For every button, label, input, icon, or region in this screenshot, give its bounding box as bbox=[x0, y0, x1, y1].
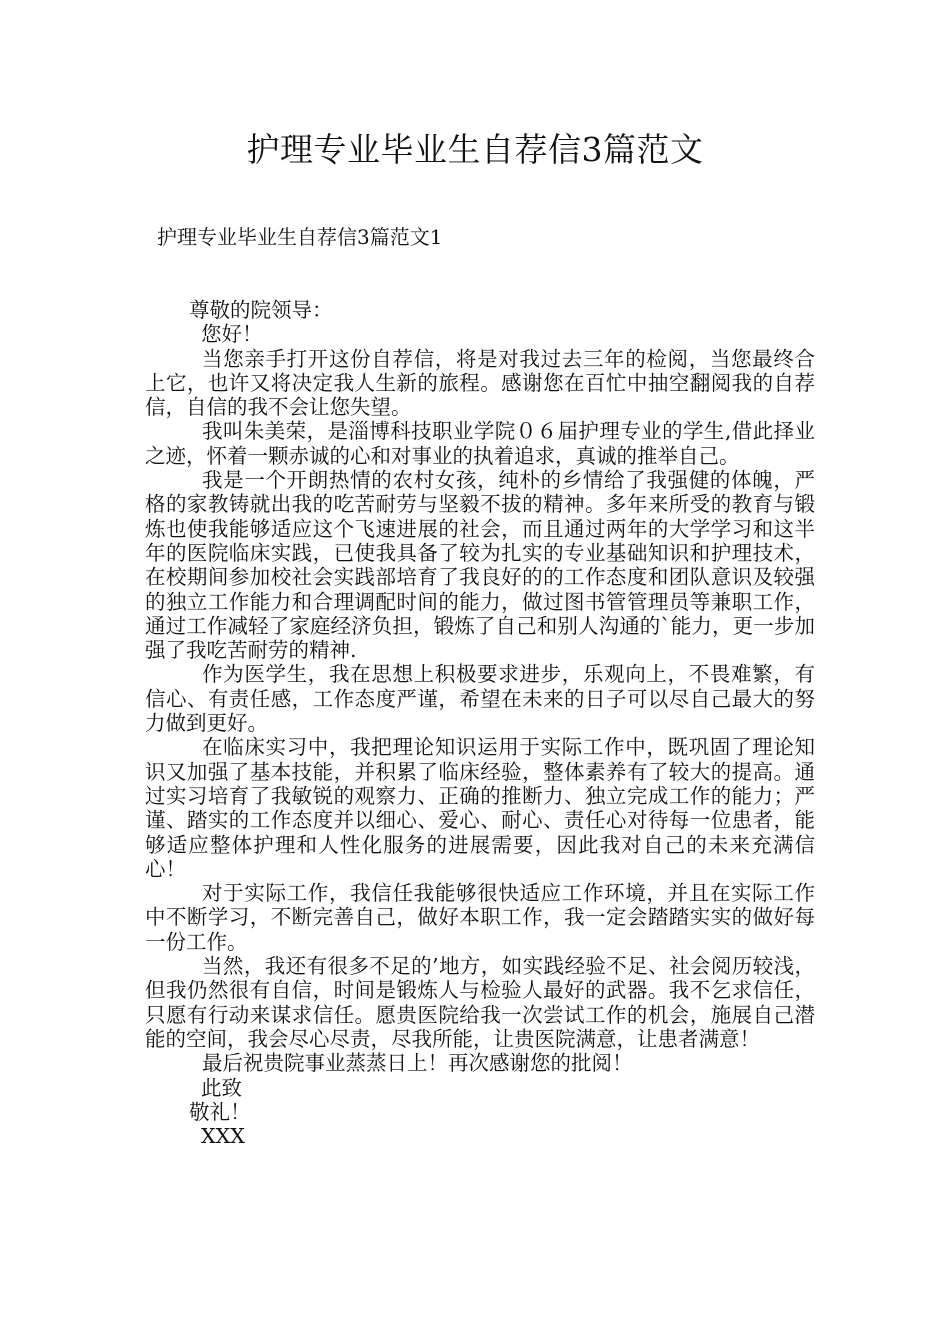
closing-jing-li: 敬礼！ bbox=[189, 1099, 251, 1124]
body-paragraph: 作为医学生，我在思想上积极要求进步，乐观向上，不畏难繁，有信心、有责任感，工作态度严谨，希望在未来的日子可以尽自己最大的努力做到更好。 bbox=[145, 662, 815, 736]
document-title: 护理专业毕业生自荐信3篇范文 bbox=[246, 130, 704, 169]
section-heading: 护理专业毕业生自荐信3篇范文1 bbox=[157, 225, 443, 249]
body-paragraph: 对于实际工作，我信任我能够很快适应工作环境，并且在实际工作中不断学习，不断完善自己，做好本职工作，我一定会踏踏实实的做好每一份工作。 bbox=[145, 881, 815, 954]
greeting: 您好！ bbox=[201, 322, 263, 347]
body-paragraph: 我叫朱美荣，是淄博科技职业学院０６届护理专业的学生,借此择业之迹，怀着一颗赤诚的心和对事业的执着追求，真诚的推举自己。 bbox=[145, 419, 815, 468]
salutation: 尊敬的院领导： bbox=[189, 298, 333, 322]
signature: XXX bbox=[201, 1124, 245, 1149]
body-paragraph: 当您亲手打开这份自荐信，将是对我过去三年的检阅，当您最终合上它，也许又将决定我人生新的旅程。感谢您在百忙中抽空翻阅我的自荐信，自信的我不会让您失望。 bbox=[145, 346, 815, 420]
body-paragraph: 当然，我还有很多不足的’地方，如实践经验不足、社会阅历较浅，但我仍然很有自信，时间是锻炼人与检验人最好的武器。我不乞求信任，只愿有行动来谋求信任。愿贵医院给我一次尝试工作的机会，施展自己潜能的空间，我会尽心尽责，尽我所能，让贵医院满意，让患者满意！ bbox=[145, 954, 815, 1051]
closing-wish: 最后祝贵院事业蒸蒸日上！再次感谢您的批阅！ bbox=[202, 1051, 633, 1076]
body-paragraph: 在临床实习中，我把理论知识运用于实际工作中，既巩固了理论知识又加强了基本技能，并积累了临床经验，整体素养有了较大的提高。通过实习培育了我敏锐的观察力、正确的推断力、独立完成工作的能力；严谨、踏实的工作态度并以细心、爱心、耐心、责任心对待每一位患者，能够适应整体护理和人性化服务的进展需要，因此我对自己的未来充满信心！ bbox=[145, 735, 815, 881]
closing-ci-zhi: 此致 bbox=[201, 1075, 242, 1100]
letter-body bbox=[145, 298, 815, 1148]
body-paragraph: 我是一个开朗热情的农村女孩，纯朴的乡情给了我强健的体魄，严格的家教铸就出我的吃苦耐劳与坚毅不拔的精神。多年来所受的教育与锻炼也使我能够适应这个飞速进展的社会，而且通过两年的大学学习和这半年的医院临床实践，已使我具备了较为扎实的专业基础知识和护理技术，在校期间参加校社会实践部培育了我良好的的工作态度和团队意识及较强的独立工作能力和合理调配时间的能力，做过图书管管理员等兼职工作，通过工作减轻了家庭经济负担，锻炼了自己和别人沟通的`能力，更一步加强了我吃苦耐劳的精神. bbox=[145, 468, 815, 663]
